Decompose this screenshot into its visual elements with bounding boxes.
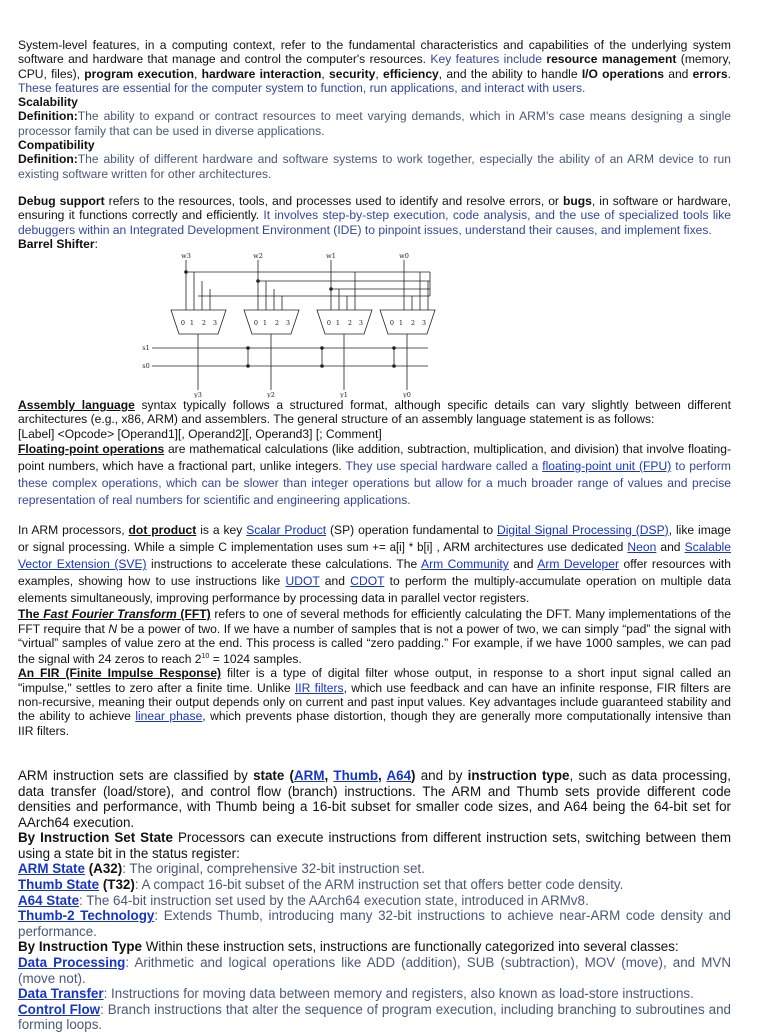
fft-text: refers to one of several methods for efficiently calculating the DFT. Many implementations of the FFT require that [18,607,732,636]
mux-port-label: 0 [389,319,395,328]
fp-text: They use special hardware called a [345,458,543,473]
type-text: Within these instruction sets, instructions are functionally categorized into several classes: [142,939,679,955]
item-desc: : The original, comprehensive 32-bit instruction set. [122,861,425,877]
fft-term: (FFT) [176,607,211,622]
fft-term: The [18,607,44,622]
mux-port-label: 2 [410,319,416,328]
link-iir-filters[interactable]: IIR filters [294,680,344,695]
input-label: w3 [181,252,191,261]
fft-text: = 1024 samples. [209,652,302,667]
fir-text: filter is a type of digital filter whose output, in response to a short input signal called an "impulse," settles to zero after a finite time. Unlike [18,666,731,695]
term-resource-management: resource management [546,52,677,67]
state-heading: By Instruction Set State [18,830,173,846]
list-item [18,1002,731,1033]
definition-text: The ability of different hardware and software systems to work together, especially the ability of an ARM device to run existing software written for other architectures. [18,152,731,181]
barrel-shifter-circuit [138,252,438,398]
item-desc: : Instructions for moving data between memory and registers, also known as load-store instructions. [103,986,694,1002]
intro-paragraph [18,38,731,95]
code-snippet: sum += a[i] * b[i] [346,541,433,554]
intro-text: , [193,66,202,81]
dot-text: and [319,574,351,589]
link-thumb-state[interactable] [18,877,99,892]
mux-port-label: 2 [201,319,207,328]
link-udot[interactable]: UDOT [285,574,320,589]
fir-paragraph [18,666,731,737]
fp-text: to perform these complex operations, which can be slower than integer operations but allow for a much broader range of values and precise representation of real numbers for scientific and engineering applications. [18,458,731,507]
link-arm-state[interactable] [18,861,85,876]
intro-text: System-level features, in a computing context, refer to the fundamental characteristics and capabilities of the underlying system software and hardware that manage and control the computer's resources. [18,38,731,67]
spacer [18,181,731,194]
barrel-shifter-title: Barrel Shifter [18,236,95,251]
isa-punct: , [378,767,387,783]
link-a64-state-label: A64 State [18,892,80,908]
link-arm-developer[interactable]: Arm Developer [537,557,620,572]
dot-text: (SP) operation fundamental to [326,522,497,537]
term-bugs: bugs [562,193,592,208]
code-a32: (A32) [84,861,123,877]
list-item [18,908,731,939]
mux-port-label: 1 [335,319,341,328]
link-control-flow-label: Control Flow [18,1001,101,1017]
assembly-paragraph [18,398,731,427]
code-t32: (T32) [99,877,135,893]
link-data-processing[interactable] [18,955,125,970]
term-hardware-interaction: hardware interaction [201,66,322,81]
mux-port-label: 0 [180,319,186,328]
spacer [18,738,731,768]
type-heading: By Instruction Type [18,939,143,955]
compatibility-definition [18,152,731,181]
isa-text: ARM instruction sets are classified by [18,767,254,783]
dot-text: offer resources with examples, showing how to use instructions like [18,557,732,589]
intro-text: (memory, CPU, files), [18,52,731,81]
scalability-definition [18,109,731,138]
link-neon[interactable]: Neon [627,539,657,554]
term-errors: errors [692,66,728,81]
fft-n: N [108,621,118,636]
intro-text: Key features include [426,52,547,67]
assembly-format: [Label] <Opcode> [Operand1][, Operand2][, Operand3] [; Comment] [18,426,382,441]
link-thumb2-label: Thumb-2 Technology [18,908,155,924]
link-cdot[interactable]: CDOT [350,574,385,589]
term-security: security [329,66,376,81]
mux-port-label: 3 [212,319,218,328]
floating-point-paragraph [18,441,731,509]
debug-text: , in software or hardware, ensuring it functions correctly and efficiently. [18,193,731,223]
term-dot-product: dot product [128,522,197,537]
link-control-flow[interactable] [18,1002,100,1017]
item-desc: : Extends Thumb, introducing many 32-bit instructions to achieve near-ARM code density and performance. [18,908,731,939]
item-desc: : The 64-bit instruction set used by the AArch64 execution state, introduced in ARMv8. [79,892,589,908]
link-sve[interactable]: Scalable Vector Extension (SVE) [18,539,731,572]
link-thumb2[interactable] [18,908,154,923]
link-a64-state[interactable] [18,893,79,908]
term-fir: An FIR (Finite Impulse Response) [18,666,222,681]
link-data-processing-label: Data Processing [18,955,126,971]
link-a64[interactable] [386,768,411,783]
fft-exponent: 10 [201,653,210,661]
spacer [18,509,731,522]
dot-text: and [508,557,538,572]
mux-port-label: 1 [189,319,195,328]
input-label: w2 [253,252,263,261]
link-data-transfer[interactable] [18,986,104,1001]
mux-port-label: 1 [398,319,404,328]
output-label: y2 [267,391,275,399]
dot-text: is a key [196,522,247,537]
mux-port-label: 3 [421,319,427,328]
isa-punct: ( [284,767,294,783]
definition-label: Definition: [18,109,78,124]
term-debug-support: Debug support [18,193,105,208]
select-label: s0 [142,362,150,371]
dot-text: instructions to accelerate these calculations. The [146,557,421,572]
input-label: w1 [326,252,336,261]
scalability-heading: Scalability [18,95,78,110]
link-thumb-label: Thumb [333,767,379,783]
select-label: s1 [142,344,150,353]
mux-port-label: 3 [358,319,364,328]
link-thumb-state-label: Thumb State [18,877,100,893]
list-item [18,893,731,909]
fft-text: be a power of two. If we have a number of samples that is not a power of two, we can simply “pad” the signal with “virtual” samples of value zero at the end. This process is called “zero padding.” For example, if we have 1000 samples, we can pad the signal with 24 zeros to reach 2 [18,621,731,667]
state-section [18,830,731,861]
mux-port-label: 2 [347,319,353,328]
item-desc: : Arithmetic and logical operations like ADD (addition), SUB (subtraction), MOV (move), and MVN (move not). [18,955,731,986]
output-label: y1 [340,391,348,399]
isa-punct: ) [411,767,416,783]
assembly-text: syntax typically follows a structured format, although specific details can vary slightly between different architectures (e.g., x86, ARM) and assemblers. The general structure of an assembly language statement is as follows: [18,398,731,427]
link-scalar-product[interactable]: Scalar Product [246,522,327,537]
mux-port-label: 3 [285,319,291,328]
definition-text: The ability to expand or contract resources to meet varying demands, which in ARM's case means designing a single processor family that can be used in diverse applications. [18,109,731,138]
mux-port-label: 0 [326,319,332,328]
barrel-colon: : [94,236,98,251]
definition-label: Definition: [18,152,78,167]
output-label: y0 [403,391,411,399]
dot-text: In ARM processors, [18,522,129,537]
dot-text: , like image or signal processing. While a simple C implementation uses [18,522,731,554]
dot-text: and [656,539,685,554]
fft-paragraph [18,607,731,666]
link-data-transfer-label: Data Transfer [18,986,104,1002]
type-section [18,939,731,955]
link-arm-community[interactable]: Arm Community [421,557,509,572]
state-text: Processors can execute instructions from different instruction sets, switching between them using a state bit in the status register: [18,830,732,861]
intro-text: , and the ability to handle [438,66,582,81]
link-linear-phase[interactable]: linear phase [135,709,203,724]
mux-port-label: 2 [274,319,280,328]
term-program-execution: program execution [84,66,194,81]
term-io-operations: I/O operations [581,66,664,81]
link-arm[interactable] [294,768,325,783]
document-page [18,38,731,1033]
fir-text: , which prevents phase distortion, though they are generally more computationally intensive than IIR filters. [18,709,731,738]
link-thumb[interactable] [333,768,378,783]
link-fpu[interactable]: floating-point unit (FPU) [542,458,672,473]
list-item [18,877,731,893]
list-item [18,861,731,877]
link-dsp[interactable]: Digital Signal Processing (DSP) [496,522,669,537]
isa-punct: , [324,767,334,783]
dot-product-paragraph [18,522,731,608]
list-item [18,986,731,1002]
link-arm-state-label: ARM State [18,861,85,877]
barrel-shifter-diagram [138,252,731,398]
fir-text: , which use feedback and can have an infinite response, FIR filters are non-recursive, meaning their output depends only on current and past input values. Key advantages include guaranteed stability and the ability to achieve [18,680,731,724]
intro-text: . [727,66,731,81]
item-desc: : A compact 16-bit subset of the ARM instruction set that offers better code density. [134,877,624,893]
debug-paragraph [18,194,731,237]
intro-text: , [321,66,329,81]
debug-text: It involves step-by-step execution, code analysis, and the use of specialized tools like debuggers within an Integrated Development Environment (IDE) to pinpoint issues, understand their causes, and implement fixes. [18,208,731,237]
compatibility-heading: Compatibility [18,138,95,153]
item-desc: : Branch instructions that alter the sequence of program execution, including branching to subroutines and forming loops. [18,1001,731,1033]
term-instruction-type: instruction type [467,767,570,783]
fft-term: Fast Fourier Transform [43,607,177,622]
term-state: state [253,767,285,783]
isa-text: , such as data processing, data transfer (load/store), and control flow (branch) instructions. The ARM and Thumb sets provide different code densities and performance, with Thumb being a 16-bit subset for smaller code sizes, and A64 being the 64-bit set for AArch64 execution. [18,767,731,830]
intro-text: , [375,66,383,81]
link-arm-label: ARM [294,767,325,783]
term-assembly-language: Assembly language [18,398,135,413]
dot-text: , ARM architectures use dedicated [432,539,628,554]
link-a64-label: A64 [386,767,412,783]
mux-port-label: 1 [262,319,268,328]
intro-text: These features are essential for the computer system to function, run applications, and interact with users. [18,80,586,95]
intro-text: and [664,66,693,81]
dot-text: to perform the multiply-accumulate operation on multiple data elements simultaneously, improving performance by processing data in parallel vector registers. [18,574,732,606]
isa-text: and by [415,767,468,783]
term-efficiency: efficiency [382,66,439,81]
output-label: y3 [194,391,202,399]
list-item [18,955,731,986]
mux-port-label: 0 [253,319,259,328]
debug-text: refers to the resources, tools, and processes used to identify and resolve errors, or [104,193,563,208]
term-floating-point: Floating-point operations [18,442,165,457]
input-label: w0 [399,252,409,261]
barrel-shifter-label [18,237,731,251]
isa-paragraph [18,768,731,830]
fp-text: are mathematical calculations (like addition, subtraction, multiplication, and division) that involve floating-point numbers, which have a fractional part, unlike integers. [18,442,731,473]
